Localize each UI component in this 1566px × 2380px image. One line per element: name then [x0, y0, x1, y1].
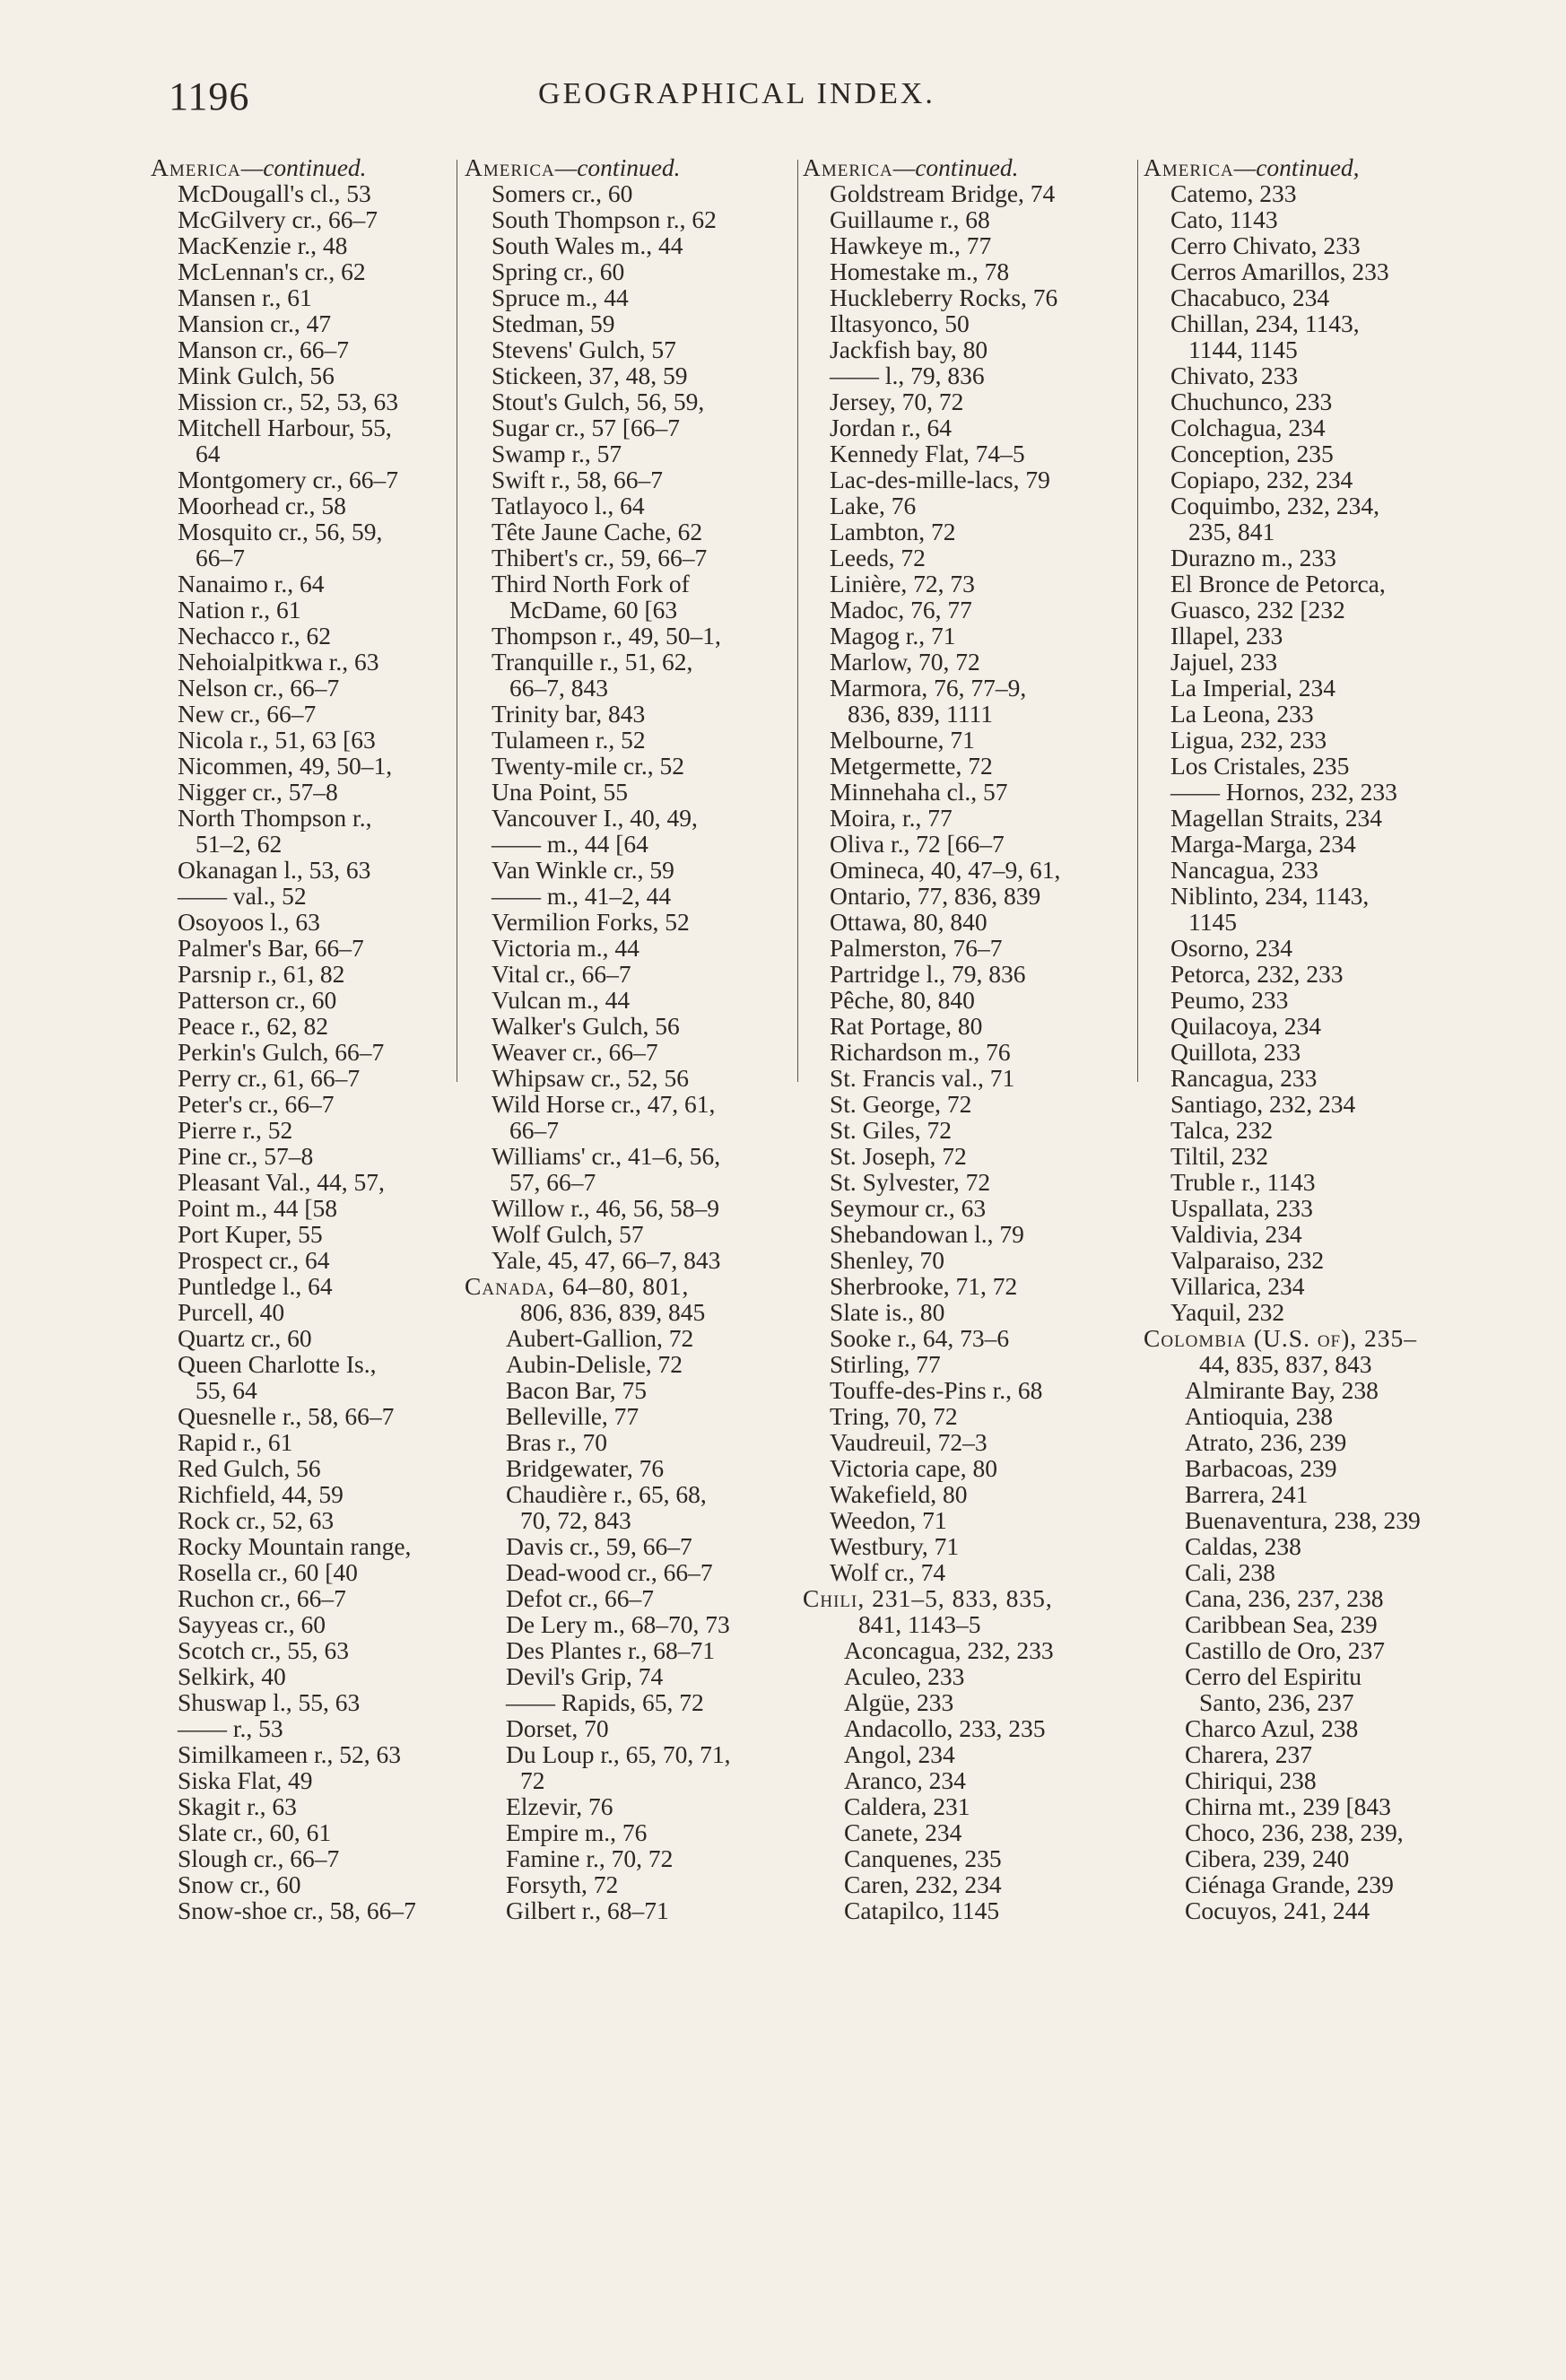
index-main-heading: Canada, 64–80, 801,	[465, 1272, 690, 1300]
index-entry: Jersey, 70, 72	[830, 388, 964, 415]
index-entry: Forsyth, 72	[506, 1870, 619, 1898]
index-entry: Bacon Bar, 75	[506, 1376, 647, 1404]
index-entry: Valdivia, 234	[1170, 1220, 1302, 1248]
index-entry: Chaudière r., 65, 68,	[506, 1480, 707, 1508]
index-subentry: —— Hornos, 232, 233	[1170, 778, 1397, 806]
index-entry: Chirna mt., 239 [843	[1185, 1792, 1391, 1820]
index-entry: Stickeen, 37, 48, 59	[492, 362, 688, 389]
index-entry: Sayyeas cr., 60	[178, 1610, 326, 1638]
index-entry: Perry cr., 61, 66–7	[178, 1064, 361, 1092]
index-entry: Nehoialpitkwa r., 63	[178, 648, 379, 676]
index-entry: Jackfish bay, 80	[830, 336, 988, 363]
index-entry: La Imperial, 234	[1170, 674, 1336, 702]
index-entry: Villarica, 234	[1170, 1272, 1305, 1300]
index-entry: Dorset, 70	[506, 1714, 609, 1742]
index-entry: Vermilion Forks, 52	[492, 908, 690, 936]
index-entry: Touffe-des-Pins r., 68	[830, 1376, 1043, 1404]
index-entry: Scotch cr., 55, 63	[178, 1636, 349, 1664]
index-entry: Thompson r., 49, 50–1,	[492, 622, 721, 649]
index-entry: Shuswap l., 55, 63	[178, 1688, 361, 1716]
index-entry: Willow r., 46, 56, 58–9	[492, 1194, 720, 1222]
index-entry: McDougall's cl., 53	[178, 179, 371, 207]
index-entry: Illapel, 233	[1170, 622, 1283, 649]
running-title: GEOGRAPHICAL INDEX.	[538, 77, 935, 110]
index-entry: Victoria m., 44	[492, 934, 639, 962]
index-entry: Siska Flat, 49	[178, 1766, 313, 1794]
index-entry: Caren, 232, 234	[844, 1870, 1002, 1898]
index-subentry: —— Rapids, 65, 72	[506, 1688, 704, 1716]
index-entry: Charera, 237	[1185, 1740, 1313, 1768]
index-entry: Perkin's Gulch, 66–7	[178, 1038, 385, 1066]
index-entry: Slate is., 80	[830, 1298, 945, 1326]
index-entry: Tulameen r., 52	[492, 726, 646, 754]
index-entry: Petorca, 232, 233	[1170, 960, 1344, 988]
index-entry: Buenaventura, 238, 239	[1185, 1506, 1421, 1534]
index-entry: Gilbert r., 68–71	[506, 1896, 669, 1924]
index-entry: Spring cr., 60	[492, 257, 625, 285]
index-entry: Vaudreuil, 72–3	[830, 1428, 987, 1456]
index-entry: Purcell, 40	[178, 1298, 285, 1326]
heading-continued: —continued.	[892, 153, 1019, 181]
index-entry: Sooke r., 64, 73–6	[830, 1324, 1010, 1352]
index-entry: Una Point, 55	[492, 778, 629, 806]
index-entry: Patterson cr., 60	[178, 986, 337, 1014]
index-entry: Palmerston, 76–7	[830, 934, 1003, 962]
index-entry: Mansen r., 61	[178, 283, 312, 311]
index-entry: South Thompson r., 62	[492, 205, 717, 233]
index-entry: Snow cr., 60	[178, 1870, 301, 1898]
heading-region: America	[1144, 153, 1234, 181]
heading-region: America	[803, 153, 893, 181]
index-entry: Montgomery cr., 66–7	[178, 466, 398, 493]
index-entry: Shebandowan l., 79	[830, 1220, 1024, 1248]
index-entry: St. Francis val., 71	[830, 1064, 1015, 1092]
index-entry: Slate cr., 60, 61	[178, 1818, 332, 1846]
index-entry-continuation: 57, 66–7	[509, 1168, 596, 1196]
index-entry: St. Joseph, 72	[830, 1142, 967, 1170]
index-entry: Red Gulch, 56	[178, 1454, 321, 1482]
index-entry-continuation: 836, 839, 1111	[848, 700, 993, 728]
index-entry: Melbourne, 71	[830, 726, 975, 754]
index-entry: MacKenzie r., 48	[178, 231, 348, 259]
index-entry: Rancagua, 233	[1170, 1064, 1318, 1092]
index-entry: St. George, 72	[830, 1090, 972, 1118]
index-entry: Lac-des-mille-lacs, 79	[830, 466, 1050, 493]
index-entry: Seymour cr., 63	[830, 1194, 987, 1222]
index-entry: Linière, 72, 73	[830, 570, 975, 597]
index-entry: Quesnelle r., 58, 66–7	[178, 1402, 395, 1430]
index-entry: Quillota, 233	[1170, 1038, 1301, 1066]
index-entry: Uspallata, 233	[1170, 1194, 1313, 1222]
index-entry: Tatlayoco l., 64	[492, 492, 645, 519]
index-entry: Weedon, 71	[830, 1506, 947, 1534]
index-entry-continuation: 66–7	[196, 544, 245, 571]
index-entry: Lambton, 72	[830, 518, 956, 545]
index-column-3	[803, 154, 1130, 2289]
index-entry: Chacabuco, 234	[1170, 283, 1330, 311]
index-entry-continuation: 72	[520, 1766, 545, 1794]
index-entry: Barbacoas, 239	[1185, 1454, 1337, 1482]
index-entry: Iltasyonco, 50	[830, 309, 970, 337]
index-entry: Peumo, 233	[1170, 986, 1289, 1014]
index-entry: Peace r., 62, 82	[178, 1012, 329, 1040]
index-entry: Twenty-mile cr., 52	[492, 752, 684, 780]
index-entry: Canete, 234	[844, 1818, 962, 1846]
heading-continued: —continued.	[240, 153, 367, 181]
index-entry: Tring, 70, 72	[830, 1402, 958, 1430]
column-heading	[1144, 154, 1475, 180]
index-entry: Des Plantes r., 68–71	[506, 1636, 715, 1664]
index-entry: Antioquia, 238	[1185, 1402, 1333, 1430]
index-columns	[151, 154, 1469, 2289]
index-entry: Aubert-Gallion, 72	[506, 1324, 694, 1352]
index-entry: Partridge l., 79, 836	[830, 960, 1026, 988]
index-subentry: —— val., 52	[178, 882, 307, 910]
index-entry: Shenley, 70	[830, 1246, 945, 1274]
index-entry: Ciénaga Grande, 239	[1185, 1870, 1394, 1898]
index-entry: St. Sylvester, 72	[830, 1168, 991, 1196]
index-entry: Pierre r., 52	[178, 1116, 293, 1144]
index-entry: Ruchon cr., 66–7	[178, 1584, 346, 1612]
index-entry-continuation: 44, 835, 837, 843	[1199, 1350, 1372, 1378]
index-entry: Westbury, 71	[830, 1532, 960, 1560]
index-entry: Lake, 76	[830, 492, 917, 519]
index-entry: Nicommen, 49, 50–1,	[178, 752, 393, 780]
index-entry: Nigger cr., 57–8	[178, 778, 338, 806]
index-main-heading: Colombia (U.S. of), 235–	[1144, 1324, 1418, 1352]
index-entry: Kennedy Flat, 74–5	[830, 440, 1025, 467]
index-entry: Belleville, 77	[506, 1402, 639, 1430]
index-entry: Snow-shoe cr., 58, 66–7	[178, 1896, 416, 1924]
index-entry: Mitchell Harbour, 55,	[178, 414, 392, 441]
index-entry-continuation: 235, 841	[1188, 518, 1275, 545]
index-entry: Ottawa, 80, 840	[830, 908, 987, 936]
index-entry: Hawkeye m., 77	[830, 231, 992, 259]
index-entry: Truble r., 1143	[1170, 1168, 1316, 1196]
index-entry: Point m., 44 [58	[178, 1194, 337, 1222]
index-entry: Chiriqui, 238	[1185, 1766, 1317, 1794]
index-entry: Peter's cr., 66–7	[178, 1090, 335, 1118]
index-entry: Catemo, 233	[1170, 179, 1297, 207]
index-entry: Valparaiso, 232	[1170, 1246, 1325, 1274]
index-entry: Cato, 1143	[1170, 205, 1278, 233]
index-entry: Guillaume r., 68	[830, 205, 990, 233]
index-entry: Chuchunco, 233	[1170, 388, 1333, 415]
index-entry: Manson cr., 66–7	[178, 336, 349, 363]
index-entry: Chillan, 234, 1143,	[1170, 309, 1360, 337]
index-subentry: —— l., 79, 836	[830, 362, 985, 389]
index-entry: Prospect cr., 64	[178, 1246, 330, 1274]
index-entry: Ontario, 77, 836, 839	[830, 882, 1041, 910]
index-entry: Niblinto, 234, 1143,	[1170, 882, 1370, 910]
index-entry-continuation: 1145	[1188, 908, 1237, 936]
index-entry: Stout's Gulch, 56, 59,	[492, 388, 705, 415]
index-entry: Aranco, 234	[844, 1766, 966, 1794]
index-entry: Van Winkle cr., 59	[492, 856, 674, 884]
index-entry: Charco Azul, 238	[1185, 1714, 1359, 1742]
index-column-4	[1144, 154, 1475, 2289]
index-entry: Dead-wood cr., 66–7	[506, 1558, 713, 1586]
index-entry: Bridgewater, 76	[506, 1454, 665, 1482]
index-entry: Spruce m., 44	[492, 283, 629, 311]
index-entry: Omineca, 40, 47–9, 61,	[830, 856, 1061, 884]
index-entry: Vulcan m., 44	[492, 986, 631, 1014]
index-entry: Almirante Bay, 238	[1185, 1376, 1379, 1404]
index-entry: Jordan r., 64	[830, 414, 952, 441]
index-entry: Wolf cr., 74	[830, 1558, 946, 1586]
index-entry: Nation r., 61	[178, 596, 301, 623]
column-heading	[151, 154, 460, 180]
index-entry-continuation: McDame, 60 [63	[509, 596, 678, 623]
index-entry: Aconcagua, 232, 233	[844, 1636, 1054, 1664]
index-entry: Metgermette, 72	[830, 752, 993, 780]
index-entry: Mink Gulch, 56	[178, 362, 335, 389]
index-entry: Magog r., 71	[830, 622, 956, 649]
index-entry: Skagit r., 63	[178, 1792, 297, 1820]
index-entry: Famine r., 70, 72	[506, 1844, 674, 1872]
index-entry: McGilvery cr., 66–7	[178, 205, 378, 233]
index-entry: La Leona, 233	[1170, 700, 1314, 728]
index-entry: Okanagan l., 53, 63	[178, 856, 371, 884]
index-entry: Los Cristales, 235	[1170, 752, 1350, 780]
page-number: 1196	[169, 74, 250, 118]
index-entry: El Bronce de Petorca,	[1170, 570, 1386, 597]
index-entry: Yaquil, 232	[1170, 1298, 1285, 1326]
index-entry: Sugar cr., 57 [66–7	[492, 414, 681, 441]
index-entry: Leeds, 72	[830, 544, 926, 571]
index-entry: Palmer's Bar, 66–7	[178, 934, 364, 962]
column-heading	[803, 154, 1130, 180]
index-entry: Stedman, 59	[492, 309, 615, 337]
index-entry: Oliva r., 72 [66–7	[830, 830, 1005, 858]
index-entry: Cana, 236, 237, 238	[1185, 1584, 1384, 1612]
index-entry: Wild Horse cr., 47, 61,	[492, 1090, 716, 1118]
index-column-2	[465, 154, 792, 2289]
index-entry: Cerros Amarillos, 233	[1170, 257, 1389, 285]
index-entry: Catapilco, 1145	[844, 1896, 1000, 1924]
index-entry: Whipsaw cr., 52, 56	[492, 1064, 689, 1092]
index-entry: Cerro Chivato, 233	[1170, 231, 1361, 259]
index-entry: Yale, 45, 47, 66–7, 843	[492, 1246, 721, 1274]
index-entry: Madoc, 76, 77	[830, 596, 972, 623]
index-entry: Andacollo, 233, 235	[844, 1714, 1046, 1742]
index-entry: Rosella cr., 60 [40	[178, 1558, 358, 1586]
index-entry: South Wales m., 44	[492, 231, 683, 259]
index-entry: Similkameen r., 52, 63	[178, 1740, 402, 1768]
index-entry-continuation: 55, 64	[196, 1376, 257, 1404]
index-entry: Stevens' Gulch, 57	[492, 336, 676, 363]
index-entry: Port Kuper, 55	[178, 1220, 323, 1248]
index-entry: Mission cr., 52, 53, 63	[178, 388, 398, 415]
index-entry: McLennan's cr., 62	[178, 257, 366, 285]
index-entry: Rat Portage, 80	[830, 1012, 983, 1040]
index-entry: Mosquito cr., 56, 59,	[178, 518, 383, 545]
index-entry: Cocuyos, 241, 244	[1185, 1896, 1370, 1924]
index-entry: Aubin-Delisle, 72	[506, 1350, 683, 1378]
index-entry: Caldera, 231	[844, 1792, 970, 1820]
index-entry: Atrato, 236, 239	[1185, 1428, 1347, 1456]
index-entry-continuation: 66–7, 843	[509, 674, 608, 702]
index-entry-continuation: 66–7	[509, 1116, 559, 1144]
index-entry: Swift r., 58, 66–7	[492, 466, 663, 493]
index-subentry: —— m., 44 [64	[492, 830, 648, 858]
index-entry: Homestake m., 78	[830, 257, 1010, 285]
index-entry: Choco, 236, 238, 239,	[1185, 1818, 1404, 1846]
index-entry: Sherbrooke, 71, 72	[830, 1272, 1018, 1300]
index-entry: Wakefield, 80	[830, 1480, 968, 1508]
index-entry: Victoria cape, 80	[830, 1454, 997, 1482]
index-entry: Quilacoya, 234	[1170, 1012, 1322, 1040]
index-entry: Ligua, 232, 233	[1170, 726, 1327, 754]
index-entry: Huckleberry Rocks, 76	[830, 283, 1058, 311]
index-entry: Angol, 234	[844, 1740, 955, 1768]
index-entry-continuation: 841, 1143–5	[858, 1610, 981, 1638]
index-entry: Caldas, 238	[1185, 1532, 1301, 1560]
index-entry: Weaver cr., 66–7	[492, 1038, 658, 1066]
page-header	[0, 0, 1566, 135]
index-entry: Magellan Straits, 234	[1170, 804, 1383, 832]
index-entry: St. Giles, 72	[830, 1116, 952, 1144]
index-entry: Pine cr., 57–8	[178, 1142, 314, 1170]
index-entry: Elzevir, 76	[506, 1792, 613, 1820]
index-entry: Empire m., 76	[506, 1818, 648, 1846]
index-entry: Moira, r., 77	[830, 804, 953, 832]
index-entry: Davis cr., 59, 66–7	[506, 1532, 692, 1560]
index-entry: Pleasant Val., 44, 57,	[178, 1168, 385, 1196]
index-entry: Goldstream Bridge, 74	[830, 179, 1056, 207]
index-column-1	[151, 154, 460, 2289]
index-entry: Santiago, 232, 234	[1170, 1090, 1356, 1118]
index-entry: Defot cr., 66–7	[506, 1584, 654, 1612]
index-entry: Rock cr., 52, 63	[178, 1506, 335, 1534]
index-entry: Canquenes, 235	[844, 1844, 1002, 1872]
index-entry: Copiapo, 232, 234	[1170, 466, 1353, 493]
index-entry: Quartz cr., 60	[178, 1324, 312, 1352]
index-entry: Tête Jaune Cache, 62	[492, 518, 703, 545]
index-entry: Tiltil, 232	[1170, 1142, 1269, 1170]
index-entry: Caribbean Sea, 239	[1185, 1610, 1378, 1638]
index-entry: Vancouver I., 40, 49,	[492, 804, 698, 832]
index-entry: Devil's Grip, 74	[506, 1662, 664, 1690]
index-entry: Talca, 232	[1170, 1116, 1274, 1144]
index-entry: Moorhead cr., 58	[178, 492, 346, 519]
index-entry: Jajuel, 233	[1170, 648, 1278, 676]
index-entry: Somers cr., 60	[492, 179, 633, 207]
index-entry: New cr., 66–7	[178, 700, 317, 728]
index-entry: Parsnip r., 61, 82	[178, 960, 345, 988]
index-entry: Vital cr., 66–7	[492, 960, 631, 988]
index-entry: Rapid r., 61	[178, 1428, 293, 1456]
index-entry: Richfield, 44, 59	[178, 1480, 344, 1508]
index-entry: North Thompson r.,	[178, 804, 372, 832]
index-entry: Pêche, 80, 840	[830, 986, 975, 1014]
index-entry: Puntledge l., 64	[178, 1272, 333, 1300]
index-entry: Algüe, 233	[844, 1688, 954, 1716]
index-entry: Marlow, 70, 72	[830, 648, 980, 676]
index-entry: Third North Fork of	[492, 570, 690, 597]
index-entry: Osorno, 234	[1170, 934, 1292, 962]
index-entry-continuation: 806, 836, 839, 845	[520, 1298, 706, 1326]
index-entry: Marga-Marga, 234	[1170, 830, 1356, 858]
index-entry: Swamp r., 57	[492, 440, 622, 467]
index-entry: Tranquille r., 51, 62,	[492, 648, 693, 676]
index-entry: Cibera, 239, 240	[1185, 1844, 1350, 1872]
index-entry-continuation: 70, 72, 843	[520, 1506, 631, 1534]
heading-continued: —continued.	[554, 153, 681, 181]
index-entry: Slough cr., 66–7	[178, 1844, 340, 1872]
index-entry: Aculeo, 233	[844, 1662, 965, 1690]
index-entry: Queen Charlotte Is.,	[178, 1350, 377, 1378]
column-heading	[465, 154, 792, 180]
index-entry: Cali, 238	[1185, 1558, 1275, 1586]
index-entry-continuation: 1144, 1145	[1188, 336, 1298, 363]
heading-region: America	[465, 153, 555, 181]
index-entry: Du Loup r., 65, 70, 71,	[506, 1740, 731, 1768]
index-subentry: —— r., 53	[178, 1714, 283, 1742]
index-entry: Osoyoos l., 63	[178, 908, 320, 936]
index-entry: Bras r., 70	[506, 1428, 608, 1456]
index-entry: Walker's Gulch, 56	[492, 1012, 680, 1040]
index-entry-continuation: Santo, 236, 237	[1199, 1688, 1354, 1716]
index-entry: Nancagua, 233	[1170, 856, 1318, 884]
index-entry: Richardson m., 76	[830, 1038, 1011, 1066]
index-entry: De Lery m., 68–70, 73	[506, 1610, 730, 1638]
heading-continued: —continued,	[1233, 153, 1360, 181]
index-entry: Stirling, 77	[830, 1350, 941, 1378]
index-subentry: —— m., 41–2, 44	[492, 882, 672, 910]
index-entry: Williams' cr., 41–6, 56,	[492, 1142, 721, 1170]
index-entry: Thibert's cr., 59, 66–7	[492, 544, 708, 571]
index-entry: Conception, 235	[1170, 440, 1334, 467]
index-entry: Nechacco r., 62	[178, 622, 332, 649]
index-entry: Barrera, 241	[1185, 1480, 1309, 1508]
index-entry: Nicola r., 51, 63 [63	[178, 726, 376, 754]
index-entry: Rocky Mountain range,	[178, 1532, 412, 1560]
index-entry: Wolf Gulch, 57	[492, 1220, 644, 1248]
index-entry: Mansion cr., 47	[178, 309, 332, 337]
index-entry: Nelson cr., 66–7	[178, 674, 340, 702]
index-entry: Durazno m., 233	[1170, 544, 1336, 571]
heading-region: America	[151, 153, 241, 181]
index-entry: Castillo de Oro, 237	[1185, 1636, 1386, 1664]
index-entry: Nanaimo r., 64	[178, 570, 325, 597]
index-entry: Colchagua, 234	[1170, 414, 1326, 441]
index-entry: Cerro del Espiritu	[1185, 1662, 1362, 1690]
index-entry-continuation: 51–2, 62	[196, 830, 283, 858]
index-entry: Chivato, 233	[1170, 362, 1299, 389]
index-entry: Coquimbo, 232, 234,	[1170, 492, 1379, 519]
index-entry: Trinity bar, 843	[492, 700, 646, 728]
index-main-heading: Chili, 231–5, 833, 835,	[803, 1584, 1053, 1612]
index-entry: Minnehaha cl., 57	[830, 778, 1008, 806]
index-entry: Marmora, 76, 77–9,	[830, 674, 1027, 702]
index-entry: Selkirk, 40	[178, 1662, 286, 1690]
index-entry-continuation: 64	[196, 440, 221, 467]
index-entry: Guasco, 232 [232	[1170, 596, 1345, 623]
